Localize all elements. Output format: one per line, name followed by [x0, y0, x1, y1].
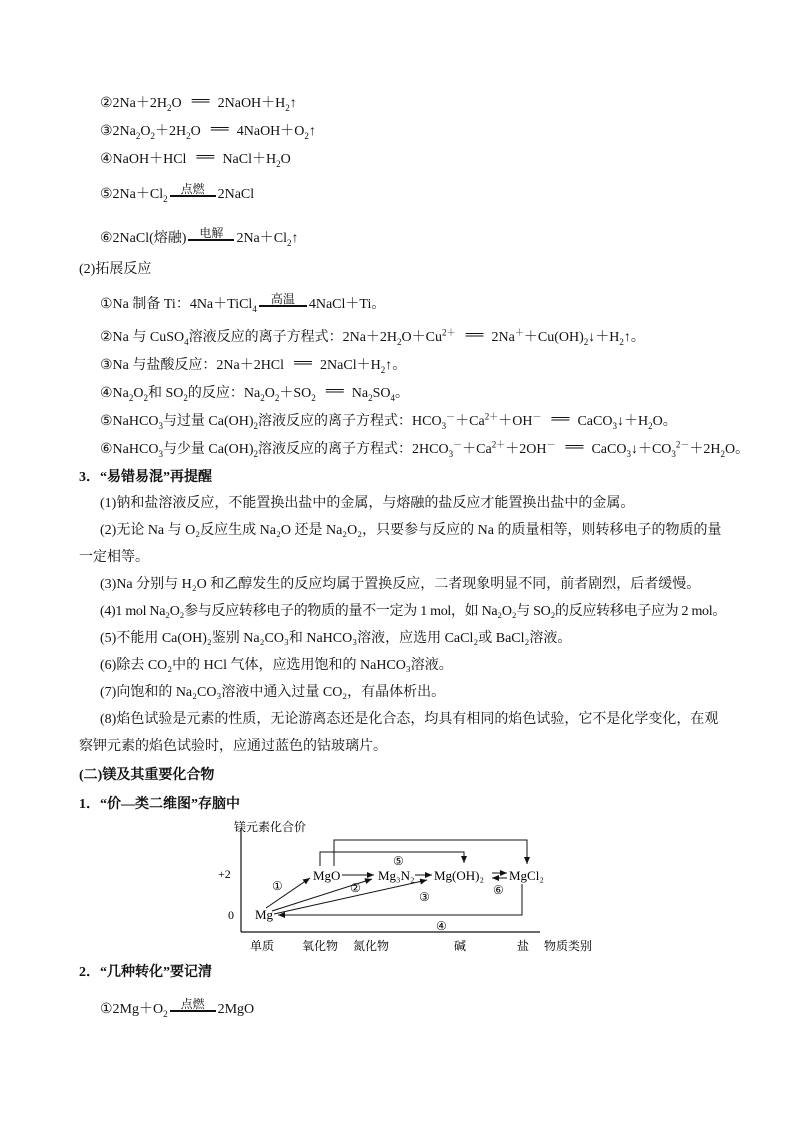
x-category-label: 碱: [454, 939, 467, 953]
condition-label: 电解: [199, 226, 224, 240]
y-axis-title: 镁元素化合价: [234, 820, 307, 834]
ext-reaction-3: ③Na 与盐酸反应：2Na＋2HCl ══ $2NaCl+H_2↑$。: [100, 356, 407, 375]
arrow-label-3: ③: [419, 890, 430, 904]
condition-label: 点燃: [180, 182, 205, 196]
y-tick-label: 0: [228, 908, 234, 922]
reaction-4: ④NaOH＋HCl ══ $NaCl+H_2O$: [100, 150, 291, 169]
x-axis-title: 物质类别: [544, 939, 593, 953]
mg-valence-heading: 1．“价—类二维图”存脑中: [79, 797, 240, 812]
arrow-label-4: ④: [436, 919, 447, 933]
arrow-label-6: ⑥: [493, 883, 504, 897]
ext-heading: (2)拓展反应: [79, 262, 152, 277]
note-8: (8)焰色试验是元素的性质，无论游离态还是化合态，均具有相同的焰色试验，它不是化学变化，在观察钾元素的焰色试验时，应通过蓝色的钴玻璃片。: [79, 712, 719, 754]
ext-reaction-5: ⑤NaHCO$_3$与过量 $Ca(OH)_2$溶液反应的离子方程式：$HCO_3^-+Ca^{2+}+OH^-$ ══ $CaCO_3↓+H_2O$。: [100, 411, 677, 431]
mg-conversion-heading: 2．“几种转化”要记清: [79, 965, 212, 980]
arrow-5: [320, 852, 464, 866]
mg-section-heading: (二)镁及其重要化合物: [79, 768, 215, 783]
ext-reaction-2: ②Na 与 CuSO$_4$溶液反应的离子方程式：$2Na+2H_2O+Cu^{2+}$ ══ $2Na^++Cu(OH)_2↓+H_2↑$。: [100, 327, 645, 347]
condition-label: 点燃: [180, 997, 205, 1011]
condition-label: 高温: [270, 292, 295, 306]
node-mgcl2: MgCl₂: [509, 868, 544, 883]
y-tick-label: +2: [218, 867, 231, 881]
arrow-label-2: ②: [350, 881, 361, 895]
arrow-label-1: ①: [272, 879, 283, 893]
note-5: (5)不能用 Ca(OH)₂鉴别 Na₂CO₃和 NaHCO₃溶液，应选用 CaCl₂或 BaCl₂溶液。: [100, 631, 572, 646]
arrow-label-5: ⑤: [393, 854, 404, 868]
note-3: (3)Na 分别与 H₂O 和乙醇发生的反应均属于置换反应，二者现象明显不同，前者剧烈，后者缓慢。: [100, 577, 701, 592]
x-category-label: 单质: [250, 939, 275, 953]
note-2: (2)无论 Na 与 O₂反应生成 Na₂O 还是 Na₂O₂，只要参与反应的 Na 的质量相等，则转移电子的物质的量一定相等。: [79, 523, 722, 565]
arrow-4: [278, 884, 522, 915]
ext-reaction-6: ⑥NaHCO$_3$与少量 $Ca(OH)_2$溶液反应的离子方程式：$2HCO_3^-+Ca^{2+}+2OH^-$ ══ $CaCO_3↓+CO_3^{2-}+2H_2O$。: [100, 439, 750, 459]
arrow-mgo-to-mgcl2: [334, 840, 527, 866]
reaction-2: $②2Na+2H_2O$ ══ $2NaOH+H_2↑$: [100, 94, 297, 113]
note-1: (1)钠和盐溶液反应，不能置换出盐中的金属，与熔融的盐反应才能置换出盐中的金属。: [100, 496, 635, 511]
reaction-3: $③2Na_2O_2+2H_2O$ ══ $4NaOH+O_2↑$: [100, 122, 316, 141]
reaction-5: $⑤2Na+Cl_2$ 点燃 2NaCl: [100, 182, 255, 204]
node-mgo: MgO: [313, 868, 341, 883]
x-category-label: 氮化物: [353, 939, 390, 953]
valence-class-diagram: [218, 818, 614, 956]
x-category-label: 氧化物: [302, 939, 339, 953]
ext-reaction-4: $④Na_2O_2$和 $SO_2$的反应：$Na_2O_2+SO_2$ ══ $Na_2SO_4$。: [100, 384, 409, 403]
mg-reaction-1: $①2Mg+O_2$ 点燃 2MgO: [100, 997, 255, 1019]
section-3-heading: 3．“易错易混”再提醒: [79, 470, 212, 485]
node-mg3n2: Mg₃N₂: [378, 868, 415, 883]
ext-reaction-1: ①Na 制备 Ti：4Na＋TiCl$_4$ 高温 4NaCl＋Ti。: [100, 292, 386, 314]
note-7: (7)向饱和的 Na₂CO₃溶液中通入过量 CO₂，有晶体析出。: [100, 685, 446, 700]
x-category-label: 盐: [517, 939, 530, 953]
note-6: (6)除去 CO₂中的 HCl 气体，应选用饱和的 NaHCO₃溶液。: [100, 658, 453, 673]
reaction-6: ⑥2NaCl(熔融) 电解 $2Na+Cl_2↑$: [100, 226, 299, 248]
node-mgoh2: Mg(OH)₂: [434, 868, 485, 883]
note-4: (4)1 mol Na₂O₂参与反应转移电子的物质的量不一定为 1 mol，如 Na₂O₂与 SO₂的反应转移电子应为 2 mol。: [100, 604, 727, 619]
node-mg: Mg: [255, 907, 274, 922]
